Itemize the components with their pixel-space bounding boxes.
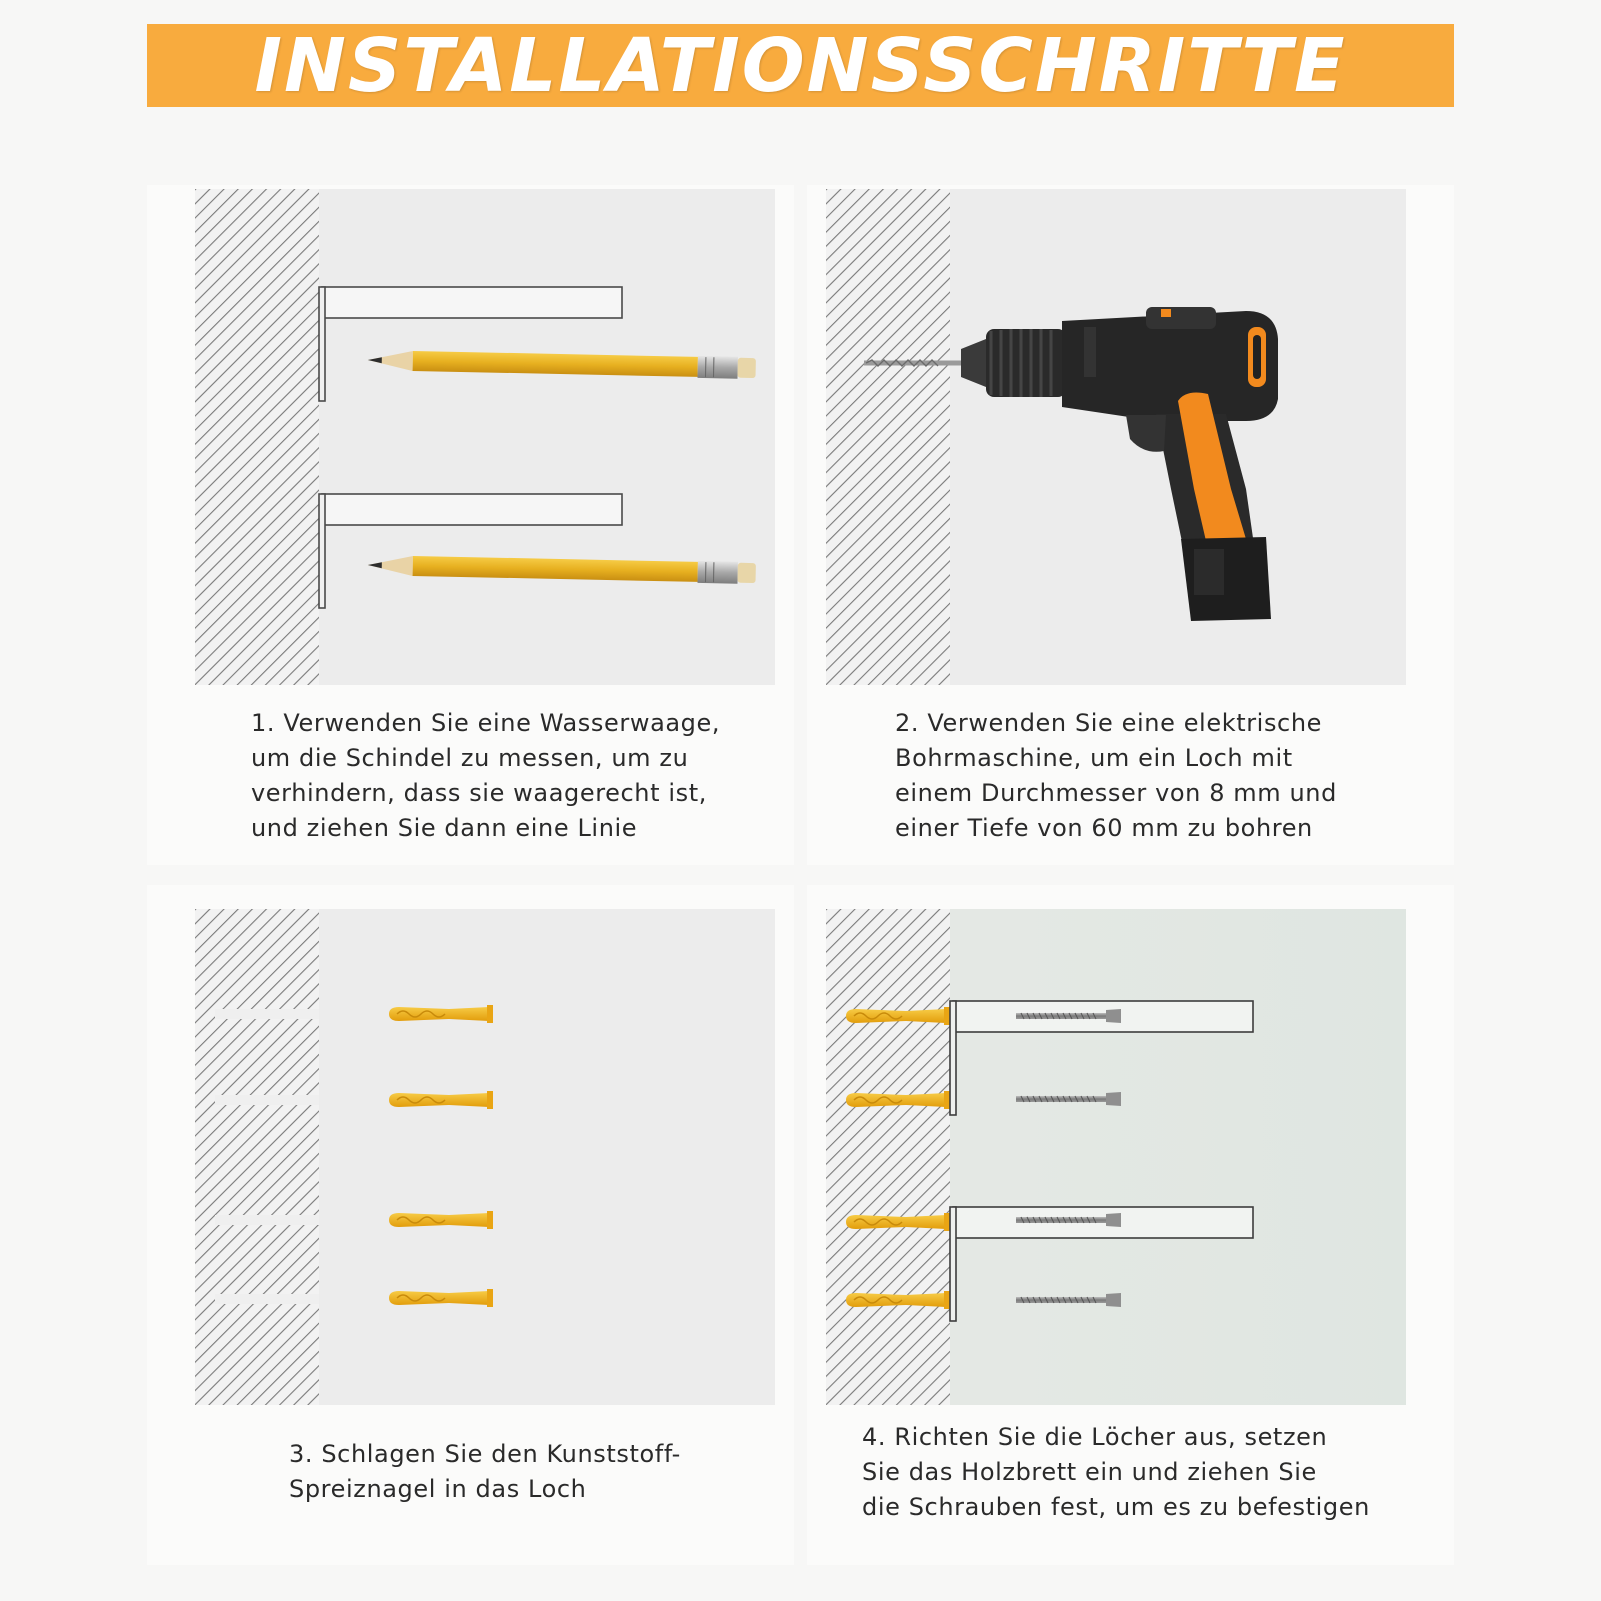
caption-line: Spreiznagel in das Loch <box>289 1475 587 1503</box>
step-1-illustration <box>195 189 775 685</box>
caption-line: 1. Verwenden Sie eine Wasserwaage, <box>251 709 721 737</box>
drill-hole <box>215 1095 319 1105</box>
drill-hole <box>215 1215 319 1225</box>
caption-line: einer Tiefe von 60 mm zu bohren <box>895 814 1313 842</box>
drill-hole <box>215 1294 319 1304</box>
caption-line: Bohrmaschine, um ein Loch mit <box>895 744 1293 772</box>
caption-line: die Schrauben fest, um es zu befestigen <box>862 1493 1370 1521</box>
wall-hatch <box>195 189 319 685</box>
drill-hole <box>215 1009 319 1019</box>
caption-line: einem Durchmesser von 8 mm und <box>895 779 1337 807</box>
wall-hatch <box>826 909 950 1405</box>
step-1-caption <box>251 706 720 846</box>
step-4-illustration <box>826 909 1406 1405</box>
caption-line: 2. Verwenden Sie eine elektrische <box>895 709 1323 737</box>
step-3-caption <box>289 1437 681 1507</box>
caption-line: um die Schindel zu messen, um zu <box>251 744 689 772</box>
caption-line: und ziehen Sie dann eine Linie <box>251 814 638 842</box>
step-3-illustration <box>195 909 775 1405</box>
wall-hatch <box>195 909 319 1405</box>
caption-line: Sie das Holzbrett ein und ziehen Sie <box>862 1458 1317 1486</box>
step-2-illustration <box>826 189 1406 685</box>
page-title: INSTALLATIONSSCHRITTE <box>254 22 1347 109</box>
step-2-caption <box>895 706 1337 846</box>
caption-line: 4. Richten Sie die Löcher aus, setzen <box>862 1423 1328 1451</box>
title-banner <box>147 24 1454 107</box>
caption-line: 3. Schlagen Sie den Kunststoff- <box>289 1440 681 1468</box>
wall-hatch <box>826 189 950 685</box>
caption-line: verhindern, dass sie waagerecht ist, <box>251 779 707 807</box>
step-4-caption <box>862 1420 1370 1525</box>
